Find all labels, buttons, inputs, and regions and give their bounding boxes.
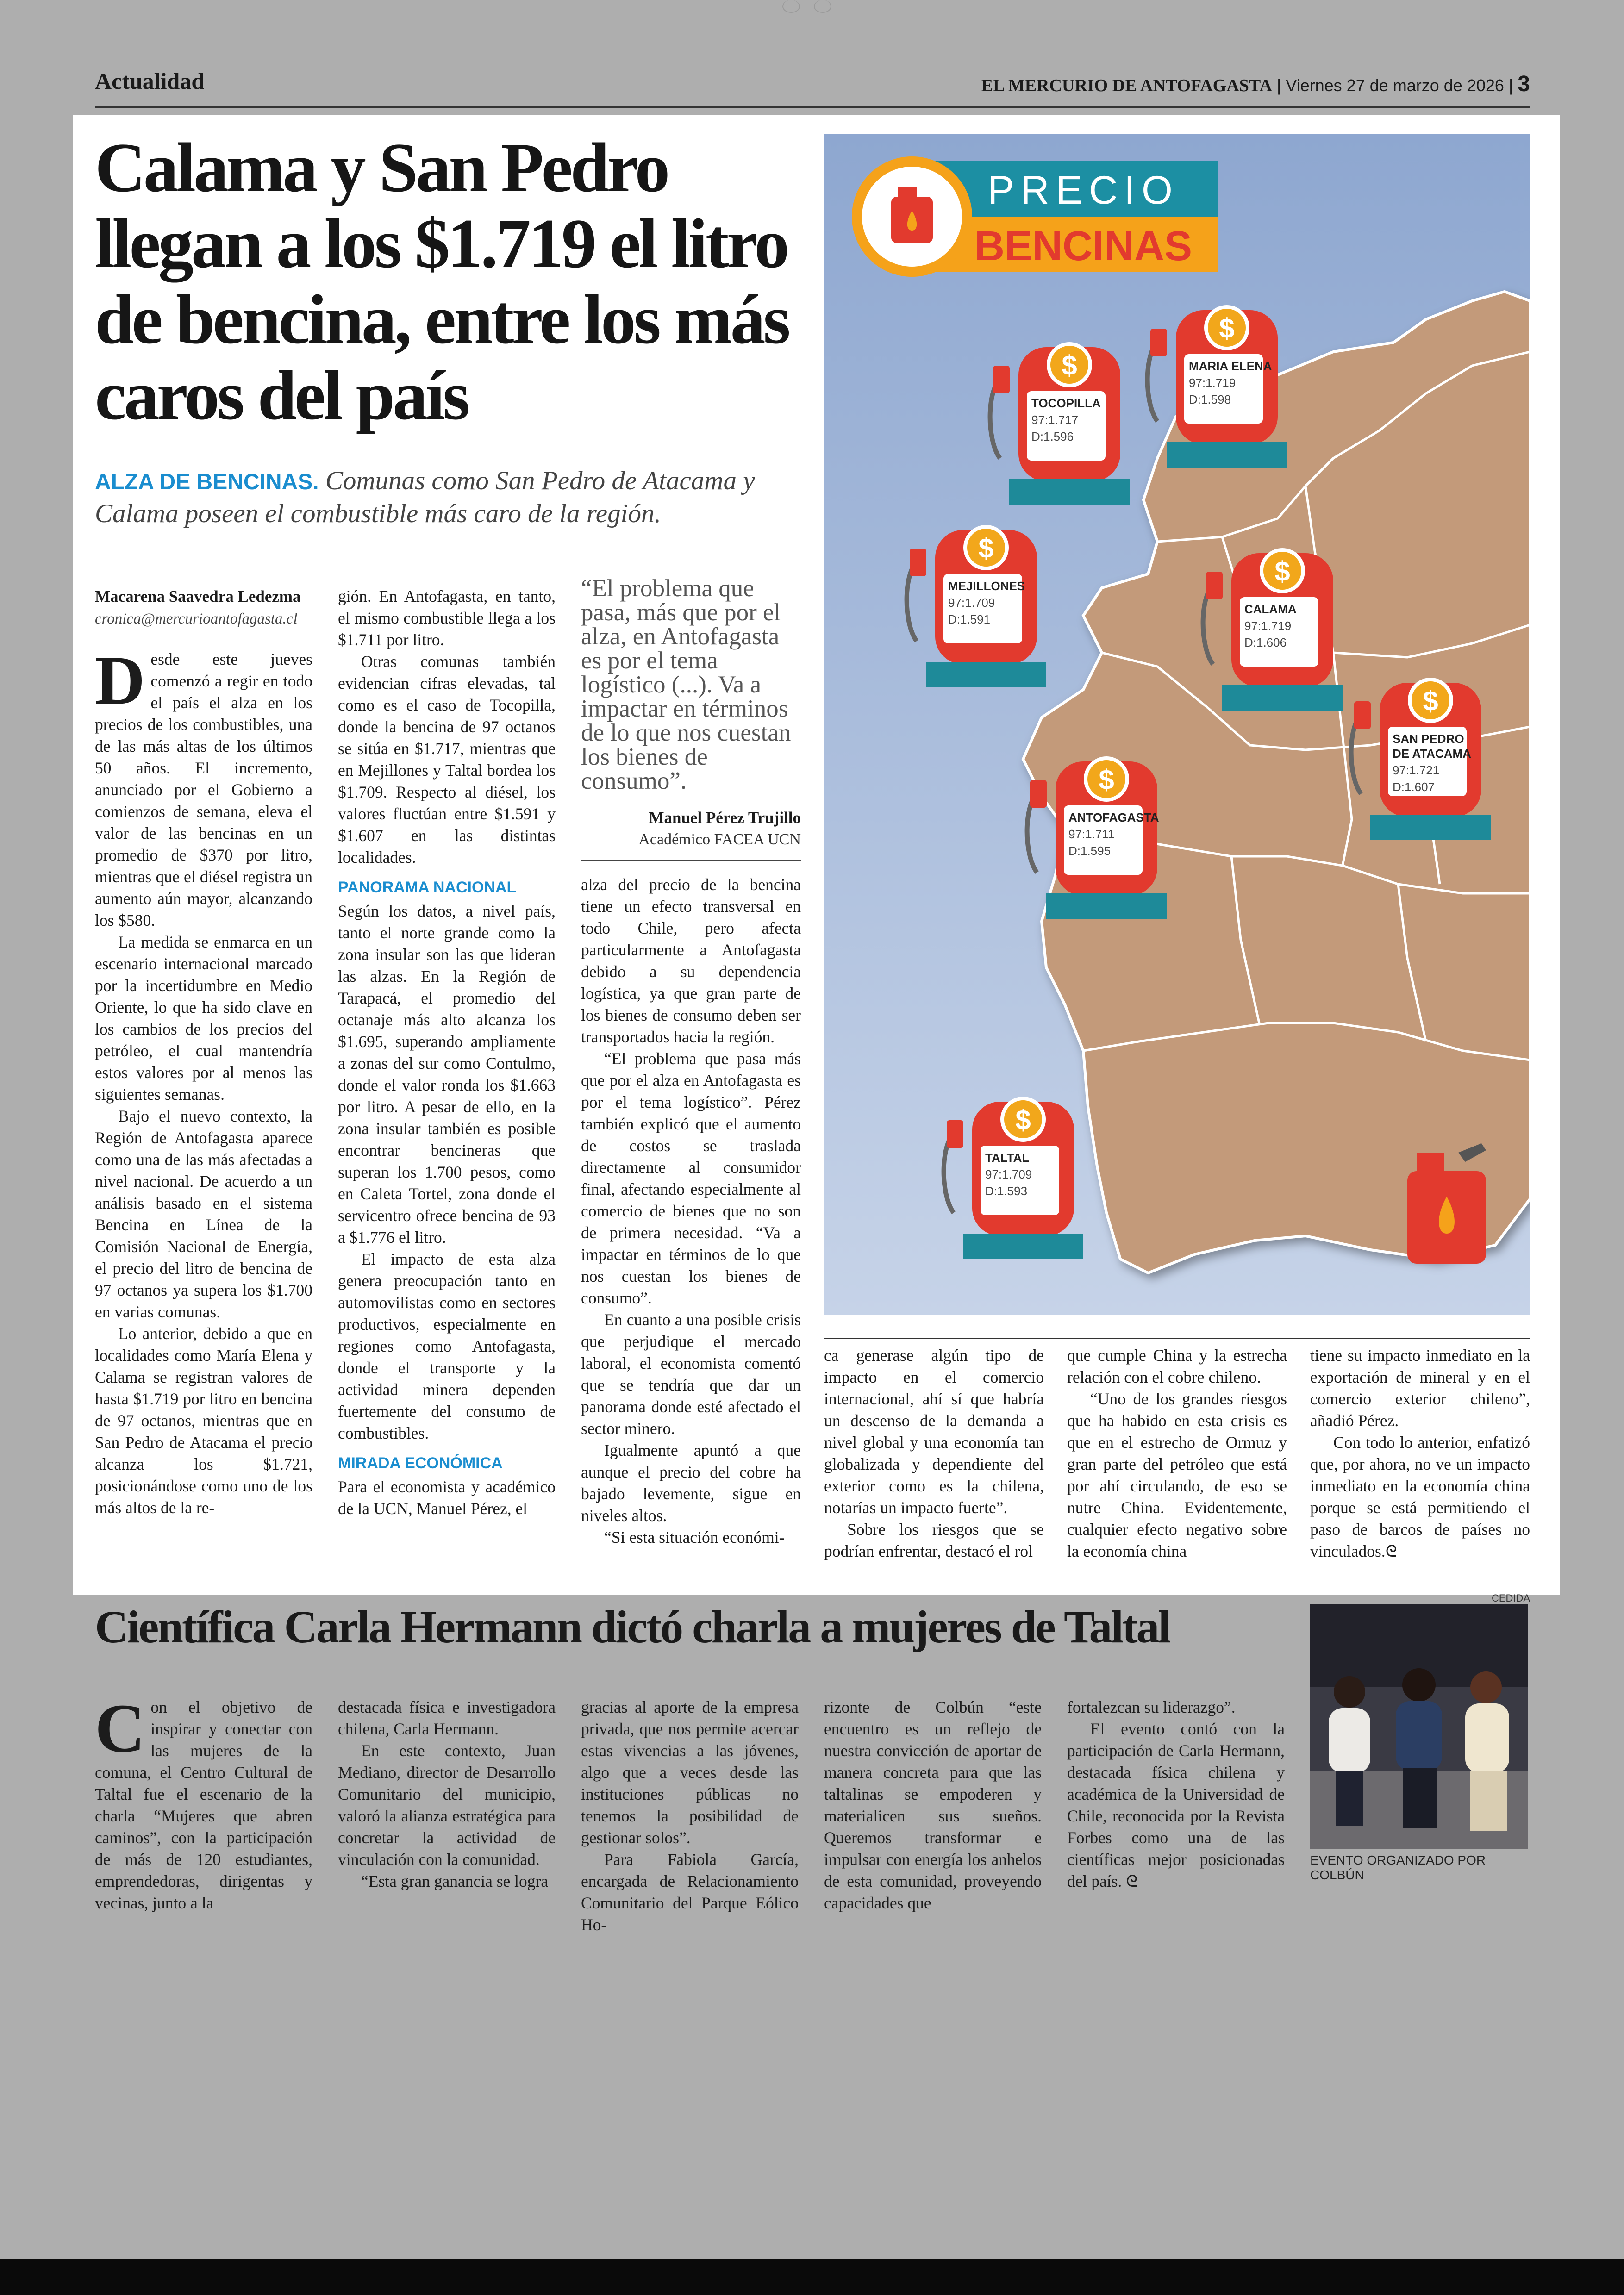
- divider: [824, 1338, 1530, 1339]
- pump-price-diesel: D:1.598: [1189, 393, 1231, 406]
- paragraph: Lo anterior, debido a que en localidades como María Elena y Calama se registran valores de hasta $1.719 por litro en bencina de 97 octanos, mientras que en San Pedro de Atacama el precio alcanza los $1.721, posicionándose como uno de los más altos de la re-: [95, 1324, 312, 1517]
- page-nav-indicator: [782, 0, 843, 13]
- pump-price-97: 97:1.721: [1393, 763, 1440, 777]
- pump-price-97: 97:1.711: [1068, 827, 1115, 841]
- paragraph: La medida se enmarca en un escenario internacional marcado por la incertidumbre en Medio Oriente, lo que ha sido clave en los cambios de los precios del petróleo, el cual mantendría estos valores por al menos las siguientes semanas.: [95, 933, 312, 1104]
- pump-nozzle: [1030, 780, 1047, 808]
- coin-symbol: $: [1015, 1104, 1031, 1135]
- pump-base: [963, 1234, 1083, 1259]
- infographic-map: [824, 134, 1530, 1315]
- photo-credit: CEDIDA: [1492, 1592, 1530, 1604]
- paragraph: Igualmente apuntó a que aunque el precio del cobre ha bajado levemente, sigue en niveles altos.: [581, 1441, 801, 1525]
- coin-symbol: $: [1219, 313, 1235, 344]
- article-column-4: [824, 1345, 1044, 1562]
- pump-nozzle: [947, 1120, 963, 1148]
- second-column-5: [1067, 1696, 1285, 1892]
- banner-title-1: PRECIO: [987, 168, 1179, 212]
- pump-price-diesel: D:1.606: [1244, 636, 1287, 649]
- article-column-3: [581, 576, 801, 1548]
- coin-symbol: $: [978, 533, 994, 564]
- kicker: ALZA DE BENCINAS.: [95, 470, 319, 494]
- end-mark: ᘓ: [1126, 1872, 1138, 1890]
- paragraph: alza del precio de la bencina tiene un efecto transversal en todo Chile, pero afecta particularmente a Antofagasta debido a su dependencia logística, ya que gran parte de los bienes de consumo deben ser transportados hacia la región.: [581, 875, 801, 1046]
- paragraph: Otras comunas también evidencian cifras elevadas, tal como es el caso de Tocopilla, donde la bencina de 97 octanos se sitúa en $1.717, mientras que en Mejillones y Taltal bordea los $1.709. Respecto al diésel, los valores fluctúan entre $1.591 y $1.607 en las distintas localidades.: [338, 652, 556, 867]
- pump-base: [1009, 479, 1130, 505]
- paragraph: que cumple China y la estrecha relación con el cobre chileno.: [1067, 1346, 1287, 1386]
- pump-base: [1370, 815, 1491, 840]
- pump-location-label: SAN PEDRO: [1393, 732, 1464, 746]
- quote-role: Académico FACEA UCN: [638, 831, 801, 848]
- pull-quote: “El problema que pasa, más que por el alza, en Antofagasta es por el tema logístico (...). Va a impactar en términos de lo que nos cuestan los bienes de consumo”.: [581, 575, 791, 794]
- paragraph: En este contexto, Juan Mediano, director de Desarrollo Comunitario del municipio, valoró la alianza estratégica para concretar la actividad de vinculación con la comunidad.: [338, 1741, 556, 1869]
- paragraph: Bajo el nuevo contexto, la Región de Antofagasta aparece como una de las más afectadas a nivel nacional. De acuerdo a un análisis basado en el sistema Bencina en Línea de la Comisión Nacional de Energía, el precio del litro de bencina de 97 octanos ya supera los $1.700 en varias comunas.: [95, 1107, 312, 1321]
- second-headline: Científica Carla Hermann dictó charla a mujeres de Taltal: [95, 1601, 1170, 1653]
- coin-symbol: $: [1423, 686, 1438, 717]
- dropcap: C: [95, 1690, 145, 1767]
- pump-nozzle: [1206, 572, 1223, 599]
- pump-price-97: 97:1.719: [1244, 619, 1292, 633]
- paragraph: Sobre los riesgos que se podrían enfrentar, destacó el rol: [824, 1520, 1044, 1560]
- page-number: 3: [1518, 72, 1530, 96]
- article-column-6: [1310, 1345, 1530, 1562]
- author-email: cronica@mercurioantofagasta.cl: [95, 611, 298, 627]
- pump-location-label: TALTAL: [985, 1151, 1030, 1165]
- photo-caption: EVENTO ORGANIZADO POR COLBÚN: [1310, 1853, 1486, 1882]
- paragraph: rizonte de Colbún “este encuentro es un reflejo de nuestra convicción de aportar de manera concreta para que las taltalinas se empoderen y materialicen sus sueños. Queremos transformar e impulsar con energía los anhelos de esta comunidad, proveyendo capacidades que: [824, 1698, 1042, 1912]
- pump-price-97: 97:1.719: [1189, 376, 1236, 390]
- paragraph: “Esta gran ganancia se logra: [361, 1872, 549, 1890]
- paragraph: Con el objetivo de inspirar y conectar con las mujeres de la comuna, el Centro Cultural de Taltal fue el escenario de la charla “Mujeres que abren caminos”, con la participación de más de 120 estudiantes, emprendedoras, dirigentas y vecinas, junto a la: [95, 1690, 312, 1912]
- pump-price-diesel: D:1.595: [1068, 844, 1111, 858]
- pump-location-label: ANTOFAGASTA: [1068, 811, 1159, 824]
- paragraph: gracias al aporte de la empresa privada, que nos permite acercar estas vivencias a las jóvenes, algo que a veces desde las instituciones públicas no tenemos la posibilidad de gestionar solos”.: [581, 1698, 799, 1847]
- paragraph: destacada física e investigadora chilena, Carla Hermann.: [338, 1698, 556, 1738]
- paragraph: “Si esta situación económi-: [604, 1528, 785, 1547]
- page-header: [95, 65, 1530, 108]
- banner-precio-bencinas: [852, 156, 1218, 277]
- pump-location-label: MARIA ELENA: [1189, 359, 1272, 373]
- paragraph: ca generase algún tipo de impacto en el comercio internacional, ahí sí que habría un descenso de la demanda a nivel global y una economía tan globalizada y dependiente del exterior como es la chilena, notarías un impacto fuerte”.: [824, 1346, 1044, 1517]
- issue-date: | Viernes 27 de marzo de 2026 |: [1276, 76, 1513, 95]
- newspaper-name: EL MERCURIO DE ANTOFAGASTA: [981, 76, 1272, 95]
- second-column-4: [824, 1696, 1042, 1914]
- pump-nozzle: [1354, 701, 1371, 729]
- pump-price-diesel: D:1.596: [1031, 430, 1074, 443]
- end-mark: ᘓ: [1385, 1542, 1397, 1560]
- pump-location-label: MEJILLONES: [948, 579, 1025, 593]
- subhead-text: Comunas como San Pedro de Atacama y Calama poseen el combustible más caro de la región.: [95, 466, 755, 528]
- pump-base: [926, 662, 1046, 687]
- paragraph: Para el economista y académico de la UCN, Manuel Pérez, el: [338, 1478, 556, 1518]
- pump-location-label: DE ATACAMA: [1393, 747, 1471, 761]
- article-column-1: [95, 586, 312, 1519]
- subsection-heading-mirada: MIRADA ECONÓMICA: [338, 1454, 503, 1472]
- paragraph: Con todo lo anterior, enfatizó que, por ahora, no ve un impacto inmediato en la economía china porque se está permitiendo el paso de barcos de países no vinculados.ᘓ: [1310, 1433, 1530, 1560]
- dropcap: D: [95, 642, 145, 719]
- second-column-2: [338, 1696, 556, 1892]
- second-column-3: [581, 1696, 799, 1936]
- pump-price-diesel: D:1.607: [1393, 780, 1435, 794]
- masthead: [981, 71, 1530, 97]
- pump-base: [1046, 893, 1167, 919]
- coin-symbol: $: [1099, 764, 1114, 795]
- author-name: Macarena Saavedra Ledezma: [95, 587, 301, 605]
- second-column-1: [95, 1690, 312, 1914]
- pump-price-97: 97:1.709: [985, 1167, 1032, 1181]
- quote-author: Manuel Pérez Trujillo: [649, 809, 801, 827]
- article-column-5: [1067, 1345, 1287, 1562]
- pump-price-diesel: D:1.593: [985, 1184, 1028, 1198]
- pump-base: [1222, 685, 1343, 711]
- subsection-heading-panorama: PANORAMA NACIONAL: [338, 879, 517, 896]
- pump-location-label: TOCOPILLA: [1031, 396, 1101, 410]
- paragraph: fortalezcan su liderazgo”.: [1067, 1698, 1236, 1716]
- main-headline: Calama y San Pedro llegan a los $1.719 el litro de bencina, entre los más caros del país: [95, 129, 788, 434]
- paragraph: En cuanto a una posible crisis que perjudique el mercado laboral, el economista comentó que se tendría que dar un panorama donde esté afectado el sector minero.: [581, 1310, 801, 1438]
- paragraph: tiene su impacto inmediato en la exportación de mineral y en el comercio exterior chileno”, añadió Pérez.: [1310, 1346, 1530, 1430]
- paragraph: Según los datos, a nivel país, tanto el norte grande como la zona insular son las que lideran las alzas. En la Región de Tarapacá, el promedio del octanaje más alto alcanza los $1.695, superando ampliamente a zonas del sur como Contulmo, donde el valor ronda los $1.663 por litro. A pesar de ello, en la zona insular también es posible encontrar bencineras que superan los 1.700 pesos, como en Caleta Tortel, zona donde el servicentro ofrece bencina de 93 a $1.776 el litro.: [338, 902, 556, 1247]
- pump-price-diesel: D:1.591: [948, 612, 991, 626]
- pump-nozzle: [993, 366, 1010, 393]
- pump-price-97: 97:1.717: [1031, 413, 1079, 427]
- pump-base: [1167, 442, 1287, 468]
- paragraph: Para Fabiola García, encargada de Relacionamiento Comunitario del Parque Eólico Ho-: [581, 1850, 799, 1934]
- article-column-2: [338, 586, 556, 1520]
- paragraph: “El problema que pasa más que por el alza en Antofagasta es por el tema logístico”. Pérez también explicó que el aumento de costos se traslada directamente al consumidor final, afectando especialmente al comercio de bienes que no son de primera necesidad. “Va a impactar en términos de lo que nos cuestan los bienes de consumo”.: [581, 1049, 801, 1307]
- fuel-price-infographic: [824, 134, 1530, 1315]
- pump-location-label: CALAMA: [1244, 602, 1297, 616]
- banner-title-2: BENCINAS: [974, 223, 1193, 269]
- section-label: Actualidad: [95, 68, 205, 94]
- coin-symbol: $: [1274, 556, 1290, 587]
- coin-symbol: $: [1062, 350, 1077, 381]
- screen-bottom-bar: [0, 2259, 1624, 2295]
- paragraph: El evento contó con la participación de Carla Hermann, destacada física chilena y académica de la Universidad de Chile, reconocida por la Revista Forbes como una de las científicas mejor posicionadas del país. ᘓ: [1067, 1720, 1285, 1890]
- pump-nozzle: [1150, 329, 1167, 356]
- main-subhead: [95, 465, 808, 530]
- paragraph: gión. En Antofagasta, en tanto, el mismo combustible llega a los $1.711 por litro.: [338, 587, 556, 649]
- pump-price-97: 97:1.709: [948, 596, 995, 610]
- paragraph: El impacto de esta alza genera preocupación tanto en automovilistas como en sectores productivos, especialmente en regiones como Antofagasta, donde el transporte y la actividad minera dependen fuertemente del consumo de combustibles.: [338, 1250, 556, 1442]
- pump-nozzle: [910, 549, 926, 576]
- paragraph: Desde este jueves comenzó a regir en todo el país el alza en los precios de los combustibles, una de las más altas de los últimos 50 años. El incremento, anunciado por el Gobierno a comienzos de semana, eleva el valor de las bencinas en un promedio de $370 por litro, mientras que el diésel registra un aumento aún mayor, alcanzando los $580.: [95, 642, 312, 929]
- paragraph: “Uno de los grandes riesgos que ha habido en esta crisis es que en el estrecho de Ormuz y gran parte del petróleo que está por ahí circulando, de eso se nutre China. Evidentemente, cualquier efecto negativo sobre la economía china: [1067, 1390, 1287, 1560]
- event-photo: [1310, 1604, 1528, 1849]
- divider: [581, 860, 801, 861]
